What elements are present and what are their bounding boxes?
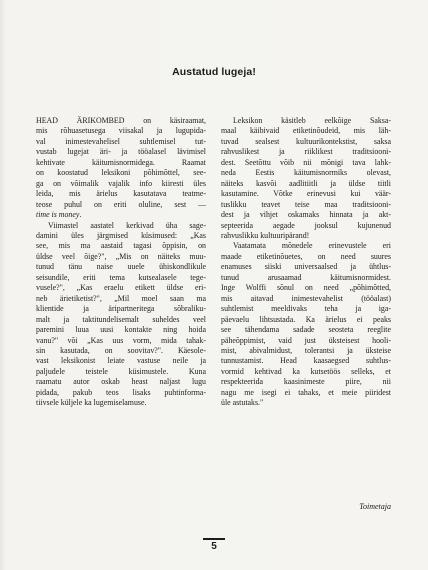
text-line: vusele?", „Kas eraelu etikett üldse eri- xyxy=(36,283,206,293)
text-line: tunud tänu naise uuele ühiskondlikule xyxy=(36,262,206,272)
text-line: rahvuslikku kultuuripärand! xyxy=(221,230,310,240)
paragraph xyxy=(221,241,391,408)
text-line: seisundile, eriti tema kutsealasele tege- xyxy=(36,272,206,282)
text-line: dest. Seetõttu võib nii mõnigi tava lahk- xyxy=(221,157,391,167)
text-line: mis rõhuasetusega viisakal ja lugupida- xyxy=(36,126,206,136)
text-line: val inimestevahelisel suhtlemisel tut- xyxy=(36,136,206,146)
text-line: leida, mis ärielus kasutatava teatme- xyxy=(36,189,206,199)
text-line: maade etiketinõuetes, on need suures xyxy=(221,251,391,261)
text-line: paremini luua uusi kontakte ning hoida xyxy=(36,325,206,335)
right-column xyxy=(221,116,391,409)
text-line: tunud arusaamad käitumisnormidest. xyxy=(221,272,391,282)
italic-phrase: time is money xyxy=(36,210,80,220)
paragraph xyxy=(221,116,391,241)
text-line: kasutamine. Võtke erinevusi kui väär- xyxy=(221,189,391,199)
page-number: 5 xyxy=(203,538,225,552)
text-line: enamuses siiski universaalsed ja ühtlus- xyxy=(221,262,391,272)
text-line: mist, abivalmidust, tolerantsi ja üksteise xyxy=(221,345,391,355)
left-column xyxy=(36,116,206,409)
text-line: suhtlemist meeldivaks teha ja iga- xyxy=(221,304,391,314)
text-line: teose puhul on eriti oluline, sest — xyxy=(36,199,206,209)
text-line: HEAD ÄRIKOMBED on käsiraamat, xyxy=(36,116,206,125)
text-line: päevaelu lihtsustada. Ka ärielus ei peaks xyxy=(221,314,391,324)
text-line: dest ja vihjet oskamaks hinnata ja akt- xyxy=(221,210,391,220)
text-line: mis aitavad inimestevahelist (tööalast) xyxy=(221,293,391,303)
text-line: neb ärietiketist?", „Mil moel saan ma xyxy=(36,293,206,303)
text-line: sin kasutada, on soovitav?". Käesole- xyxy=(36,345,206,355)
paragraph xyxy=(36,221,206,409)
text-line: kehtivate käitumisnormidega. Raamat xyxy=(36,157,206,167)
text-line: päheõppimist, vaid just üksteisest hooli- xyxy=(221,335,391,345)
sentence-end: . xyxy=(79,210,82,220)
text-line: vormid kehtivad ka kutsetöös selleks, et xyxy=(221,366,391,376)
text-line: damini üles järgmised küsimused: „Kas xyxy=(36,230,206,240)
text-line: malt ja taktitundelisemalt suheldes veel xyxy=(36,314,206,324)
text-line: Viimastel aastatel kerkivad üha sage- xyxy=(48,220,206,230)
text-line: üldse veel õige?", „Mis on näiteks muu- xyxy=(36,251,206,261)
text-line: Vaatamata mõnedele erinevustele eri xyxy=(233,241,391,251)
paragraph xyxy=(36,116,206,221)
signature: Toimetaja xyxy=(359,502,391,511)
text-line: neda Eestis käitumisnormiks olevast, xyxy=(221,168,391,178)
text-line: see, mis ma aastaid tagasi õppisin, on xyxy=(36,241,206,251)
text-line: tuslikku teavet teise maa traditsiooni- xyxy=(221,199,391,209)
text-line: pidada, pakub teos lisaks puhtinforma- xyxy=(36,387,206,397)
text-line: klientide ja äripartneritega sõbraliku- xyxy=(36,304,206,314)
text-line: septeerida aegade jooksul kujunenud xyxy=(221,220,391,230)
text-line: näiteks kasvõi aadlitiitli ja üldse tiitli xyxy=(221,178,391,188)
text-line: Leksikon käsitleb eelkõige Saksa- xyxy=(233,116,391,125)
text-line: Inge Wolffi sõnul on need „põhimõtted, xyxy=(221,283,391,293)
text-line: see tähendama sadade seosteta reeglite xyxy=(221,325,391,335)
text-line: tuvad sealsest kultuurikontekstist, saksa xyxy=(221,136,391,146)
text-line: rahvuslikest ja riiklikest traditsiooni- xyxy=(221,147,391,157)
text-line: maal käibivaid etiketinõudeid, mis läh- xyxy=(221,126,391,136)
text-line: tiivsele küljele ka lugemiselamuse. xyxy=(36,398,147,408)
text-line: vanu?" või „Kas uus vorm, mida tahak- xyxy=(36,335,206,345)
text-line: ga on võimalik vajalik info kiiresti üles xyxy=(36,178,206,188)
text-line: vast leksikonist leiate vastuse neile ja xyxy=(36,356,206,366)
text-line: raamatu autor oskab heast naljast lugu xyxy=(36,377,206,387)
text-line: respekteerida kaasinimeste piire, nii xyxy=(221,377,391,387)
text-line: paljudele teistele küsimustele. Kuna xyxy=(36,366,206,376)
text-line: tunnustamist. Head kaasaegsed suhtlus- xyxy=(221,356,391,366)
text-line xyxy=(36,210,206,220)
text-line: on koostatud leksikoni põhimõttel, see- xyxy=(36,168,206,178)
page-title: Austatud lugeja! xyxy=(172,66,256,78)
text-line: vustab lugejat äri- ja tööalasel lävimisel xyxy=(36,147,206,157)
text-line: üle astutaks." xyxy=(221,398,264,408)
text-line: nagu me isegi ei tahaks, et meie piiridest xyxy=(221,387,391,397)
